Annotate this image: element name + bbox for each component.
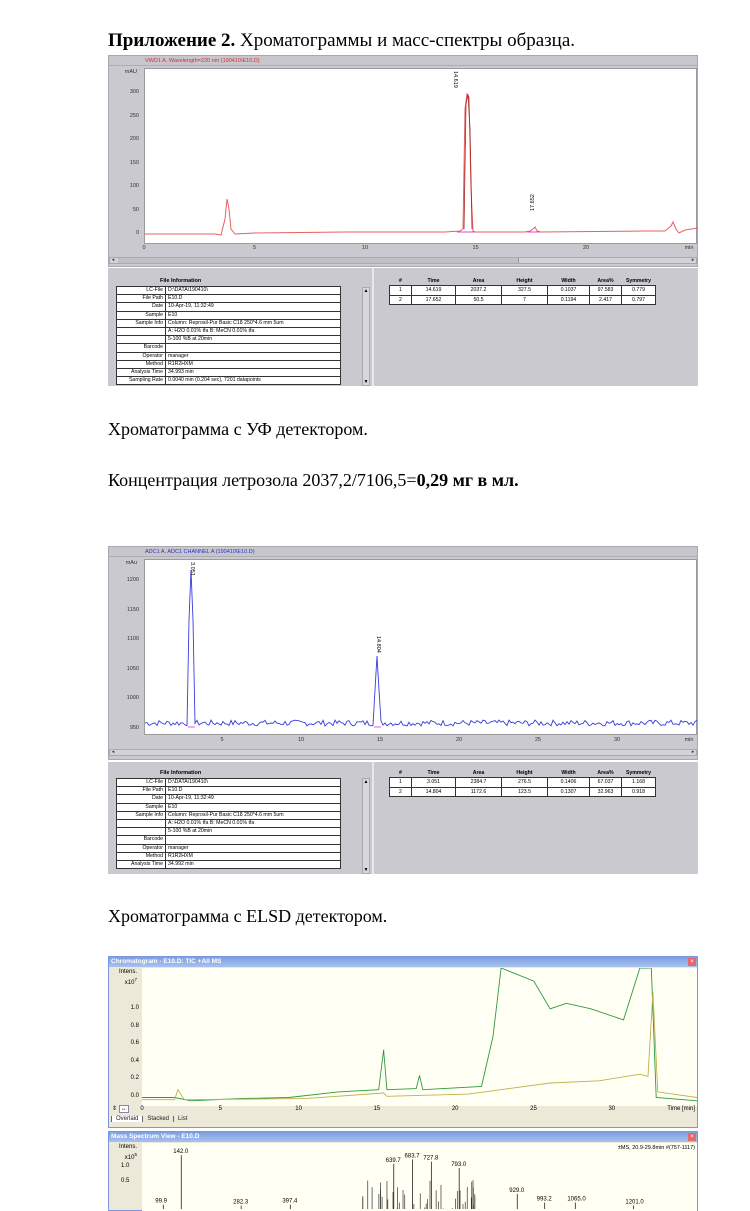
- file-info-value: E10: [166, 803, 341, 811]
- file-info-value: 0.0040 min (0.204 sec), 7201 datapoints: [166, 377, 341, 385]
- file-info-key: Sampling Rate: [117, 377, 166, 385]
- file-info-row: [117, 295, 341, 303]
- ms-peak-label: 683.7: [404, 1153, 420, 1160]
- file-info-value: manager: [166, 844, 341, 852]
- file-info-key: Date: [117, 795, 166, 803]
- file-info-key: [117, 336, 166, 344]
- table-row: [390, 778, 656, 788]
- y-tick-label: 0.0: [130, 1092, 139, 1099]
- file-info-row: [117, 787, 341, 795]
- tic-window-title: Chromatogram - E10.D: TIC +All MS: [109, 957, 697, 967]
- ms-peak-label: 993.2: [536, 1196, 552, 1203]
- file-info-row: [117, 836, 341, 844]
- elsd-horizontal-scrollbar[interactable]: [109, 749, 697, 756]
- table-cell: 123.5: [502, 787, 548, 797]
- elsd-file-info-table: [116, 778, 341, 869]
- table-cell: 3.051: [412, 778, 456, 788]
- concentration-text: [108, 470, 519, 491]
- ms-peak-label: 397.4: [282, 1198, 298, 1205]
- ms-peak-label: 929.0: [509, 1187, 525, 1194]
- file-info-value: 5-100 %B at 20min: [166, 828, 341, 836]
- column-header: Width: [561, 770, 576, 776]
- file-info-row: [117, 852, 341, 860]
- column-header: Width: [561, 278, 576, 284]
- tic-traces: [142, 968, 697, 1106]
- table-cell: 50.5: [456, 295, 502, 305]
- scroll-left-button[interactable]: ◂: [111, 749, 115, 755]
- table-cell: 0.797: [622, 295, 656, 305]
- elsd-chromatogram-panel: [108, 546, 698, 760]
- table-cell: 32.963: [590, 787, 622, 797]
- column-header: Symmetry: [625, 278, 652, 284]
- panel-divider[interactable]: [372, 268, 374, 386]
- file-info-value: [166, 836, 341, 844]
- column-header: Area%: [597, 278, 614, 284]
- elsd-info-panel: [108, 762, 698, 874]
- table-cell: 67.037: [590, 778, 622, 788]
- panel-divider[interactable]: [372, 762, 374, 874]
- column-header: Area: [472, 770, 485, 776]
- table-cell: 0.1307: [548, 787, 590, 797]
- y-tick-label: 0.2: [130, 1075, 139, 1081]
- ms-spectrum-bars: [142, 1143, 697, 1211]
- file-info-row: [117, 287, 341, 295]
- ms-peak-label: 142.0: [173, 1149, 189, 1156]
- x-tick-label: 15: [472, 245, 479, 251]
- column-header: Height: [516, 770, 533, 776]
- file-info-row: [117, 352, 341, 360]
- table-cell: 0.1406: [548, 778, 590, 788]
- file-info-value: A: H2O 0.01% tfa B: MeCN 0.01% tfa: [166, 327, 341, 335]
- file-info-key: LC-File: [117, 287, 166, 295]
- x-unit: Time [min]: [667, 1106, 695, 1112]
- file-info-row: [117, 303, 341, 311]
- table-cell: 1.168: [622, 778, 656, 788]
- file-info-value: A: H2O 0.01% tfa B: MeCN 0.01% tfa: [166, 819, 341, 827]
- scroll-down-icon[interactable]: ▼: [363, 867, 369, 873]
- uv-caption: Хроматограмма с УФ детектором.: [108, 419, 368, 439]
- column-header: Height: [516, 278, 533, 284]
- file-info-row: [117, 311, 341, 319]
- table-cell: 2: [390, 295, 412, 305]
- file-info-key: Operator: [117, 844, 166, 852]
- concentration-result: 0,29 мг в мл.: [416, 470, 519, 490]
- file-info-key: Analysis Time: [117, 368, 166, 376]
- uv-peak-table: [389, 278, 656, 305]
- file-info-key: [117, 828, 166, 836]
- uv-info-scrollbar[interactable]: [362, 287, 370, 386]
- y-tick-label: 200: [129, 136, 139, 142]
- file-info-value: 34.992 min: [166, 860, 341, 868]
- table-cell: 2384.7: [456, 778, 502, 788]
- file-info-row: [117, 368, 341, 376]
- x-tick-label: 20: [455, 737, 463, 743]
- y-tick-label: 1000: [126, 695, 139, 701]
- tic-plot-area: [142, 968, 697, 1106]
- y-tick-label: 1050: [126, 665, 139, 672]
- close-icon[interactable]: ×: [688, 958, 696, 966]
- x-tick-label: 0: [140, 1106, 144, 1112]
- uv-file-info-table: [116, 286, 341, 385]
- table-cell: 0.1037: [548, 286, 590, 296]
- file-info-key: [117, 327, 166, 335]
- ms-y-tick: 0.5: [121, 1178, 130, 1184]
- elsd-info-scrollbar[interactable]: [362, 778, 370, 874]
- table-cell: 1172.6: [456, 787, 502, 797]
- file-info-value: manager: [166, 352, 341, 360]
- ms-peak-label: 793.0: [451, 1162, 467, 1169]
- x-tick-label: 0: [142, 245, 146, 251]
- y-label: Intens. $x10^5$: [118, 1144, 137, 1161]
- y-tick-label: 1.0: [130, 1005, 139, 1011]
- column-header: Time: [427, 770, 440, 776]
- appendix-heading-text: Хроматограммы и масс-спектры образца.: [235, 30, 576, 51]
- file-info-value: R1R2HXM: [166, 360, 341, 368]
- ms-plot-area: [142, 1143, 697, 1211]
- y-tick-label: 150: [129, 159, 139, 166]
- file-info-value: E10: [166, 311, 341, 319]
- table-row: [390, 787, 656, 797]
- file-info-value: 34.993 min: [166, 368, 341, 376]
- uv-trace: [145, 69, 698, 245]
- elsd-chromatogram-title: ADC1 A, ADC1 CHANNEL A (190410\E10.D): [109, 547, 697, 557]
- uv-horizontal-scrollbar[interactable]: [109, 257, 697, 264]
- elsd-x-unit: min: [684, 737, 694, 743]
- mass-spectrum-window: [108, 1131, 698, 1211]
- elsd-caption: Хроматограмма с ELSD детектором.: [108, 906, 388, 926]
- table-cell: 14.804: [412, 787, 456, 797]
- y-tick-label: 1200: [126, 577, 139, 583]
- x-tick-label: 10: [361, 245, 369, 251]
- table-cell: 327.5: [502, 286, 548, 296]
- tic-chromatogram-window: [108, 956, 698, 1128]
- table-cell: 2037.2: [456, 286, 502, 296]
- file-info-key: Analysis Time: [117, 860, 166, 868]
- file-info-value: E10.D: [166, 295, 341, 303]
- file-info-row: [117, 779, 341, 787]
- table-cell: 17.652: [412, 295, 456, 305]
- y-tick-label: 950: [129, 724, 139, 731]
- table-cell: 2.417: [590, 295, 622, 305]
- x-tick-label: 10: [295, 1106, 302, 1112]
- column-header: Symmetry: [625, 770, 652, 776]
- table-row: [390, 286, 656, 296]
- uv-info-panel: [108, 268, 698, 386]
- file-info-value: Column: Reprosil-Pur Basic C18 250*4.6 mm 5um: [166, 811, 341, 819]
- file-info-row: [117, 377, 341, 385]
- uv-chromatogram-panel: [108, 55, 698, 267]
- file-info-row: [117, 803, 341, 811]
- uv-peak-label-2: 17.652: [530, 194, 536, 211]
- file-info-key: Barcode: [117, 344, 166, 352]
- y-tick-label: 50: [132, 206, 139, 213]
- table-cell: 0.779: [622, 286, 656, 296]
- y-tick-label: 1150: [127, 606, 139, 613]
- table-cell: 14.619: [412, 286, 456, 296]
- file-info-key: Method: [117, 852, 166, 860]
- file-info-title: File Information: [160, 278, 202, 284]
- x-tick-label: 25: [534, 737, 542, 743]
- view-tabs: [111, 1116, 191, 1122]
- file-info-value: E10.D: [166, 787, 341, 795]
- x-tick-label: 30: [608, 1106, 616, 1112]
- scroll-right-button[interactable]: ▸: [691, 749, 695, 755]
- file-info-row: [117, 344, 341, 352]
- table-cell: 0.918: [622, 787, 656, 797]
- y-tick-label: 0: [135, 230, 139, 236]
- table-cell: 7: [502, 295, 548, 305]
- peak-table-header: [390, 278, 656, 286]
- file-info-key: Sample: [117, 311, 166, 319]
- peak-table-header: [390, 770, 656, 778]
- file-info-value: D:\DATA\190410\: [166, 287, 341, 295]
- ms-y-tick: 1.0: [121, 1163, 130, 1169]
- ms-info-label: ±MS, 20.9-29.8min #(757-1117): [617, 1145, 695, 1151]
- ms-window-title: Mass Spectrum View - E10.D: [109, 1132, 697, 1142]
- table-cell: 97.583: [590, 286, 622, 296]
- elsd-peak-label-2: 14.804: [375, 636, 381, 653]
- x-tick-label: 20: [451, 1106, 459, 1112]
- file-info-value: D:\DATA\190410\: [166, 779, 341, 787]
- elsd-peak-label-1: 3.051: [189, 562, 195, 576]
- x-tick-label: 5: [218, 1106, 222, 1112]
- y-tick-label: 1100: [127, 636, 139, 642]
- ms-peak-label: 727.8: [423, 1155, 439, 1162]
- close-icon[interactable]: ×: [688, 1133, 696, 1141]
- x-tick-label: 5: [220, 737, 224, 743]
- table-cell: 2: [390, 787, 412, 797]
- column-header: Area: [472, 278, 485, 284]
- file-info-value: 10-Apr-19, 11:32:49: [166, 303, 341, 311]
- y-tick-label: 0.6: [130, 1040, 139, 1046]
- file-info-row: [117, 795, 341, 803]
- x-tick-label: 30: [613, 737, 621, 743]
- file-info-key: File Path: [117, 295, 166, 303]
- uv-chromatogram-title: VWD1 A, Wavelength=220 nm (190410\E10.D): [109, 56, 697, 66]
- table-cell: 1: [390, 286, 412, 296]
- file-info-value: [166, 344, 341, 352]
- elsd-plot-area: [144, 559, 697, 735]
- file-info-row: [117, 844, 341, 852]
- file-info-value: R1R2HXM: [166, 852, 341, 860]
- y-unit-label: mAu: [125, 560, 137, 566]
- file-info-row: [117, 860, 341, 868]
- scroll-left-button[interactable]: ◂: [111, 257, 115, 263]
- file-info-title: File Information: [160, 770, 202, 776]
- file-info-key: LC-File: [117, 779, 166, 787]
- file-info-value: Column: Reprosil-Pur Basic C18 250*4.6 mm 5um: [166, 319, 341, 327]
- x-tick-label: 25: [530, 1106, 537, 1112]
- file-info-key: Barcode: [117, 836, 166, 844]
- file-info-key: File Path: [117, 787, 166, 795]
- column-header: #: [399, 770, 402, 776]
- appendix-heading-bold: Приложение 2.: [108, 30, 236, 51]
- column-header: Time: [427, 278, 440, 284]
- file-info-row: [117, 811, 341, 819]
- y-tick-label: 250: [129, 112, 139, 119]
- y-tick-label: 100: [129, 183, 139, 189]
- scroll-up-icon[interactable]: ▲: [363, 779, 369, 785]
- file-info-row: [117, 319, 341, 327]
- tab-list[interactable]: List: [173, 1116, 191, 1122]
- file-info-row: [117, 819, 341, 827]
- zoom-controls[interactable]: ⇕ ↔: [112, 1106, 127, 1112]
- tab-stacked[interactable]: Stacked: [142, 1116, 173, 1122]
- file-info-row: [117, 828, 341, 836]
- y-tick-label: 0.8: [130, 1022, 139, 1029]
- ms-peak-label: 1065.0: [567, 1196, 586, 1203]
- x-tick-label: 20: [582, 245, 590, 251]
- file-info-value: 10-Apr-19, 11:32:49: [166, 795, 341, 803]
- concentration-formula: Концентрация летрозола 2037,2/7106,5=: [108, 470, 417, 490]
- y-tick-label: 300: [129, 89, 139, 95]
- file-info-row: [117, 360, 341, 368]
- uv-x-unit: min: [684, 245, 694, 251]
- x-tick-label: 5: [252, 245, 257, 251]
- file-info-key: Operator: [117, 352, 166, 360]
- file-info-key: Method: [117, 360, 166, 368]
- column-header: Area%: [597, 770, 614, 776]
- column-header: #: [399, 278, 402, 284]
- x-tick-label: 10: [297, 737, 305, 743]
- x-tick-label: 15: [376, 737, 384, 743]
- scroll-thumb[interactable]: [118, 258, 519, 263]
- table-cell: 0.1194: [548, 295, 590, 305]
- y-tick-label: 0.4: [130, 1057, 139, 1064]
- tab-overlaid[interactable]: Overlaid: [111, 1116, 142, 1122]
- elsd-trace: [145, 560, 698, 736]
- y-unit-label: mAU: [124, 69, 137, 75]
- file-info-key: Date: [117, 303, 166, 311]
- y-label: Intens. $x10^7$: [118, 969, 137, 986]
- elsd-peak-table: [389, 770, 656, 797]
- file-info-key: [117, 819, 166, 827]
- ms-peak-label: 1201.0: [625, 1199, 644, 1206]
- ms-peak-label: 282.3: [233, 1199, 249, 1206]
- file-info-row: [117, 327, 341, 335]
- file-info-key: Sample Info: [117, 319, 166, 327]
- file-info-key: Sample: [117, 803, 166, 811]
- uv-plot-area: [144, 68, 697, 244]
- table-row: [390, 295, 656, 305]
- x-tick-label: 15: [373, 1106, 381, 1112]
- file-info-key: Sample Info: [117, 811, 166, 819]
- file-info-value: 5-100 %B at 20min: [166, 336, 341, 344]
- scroll-right-button[interactable]: ▸: [691, 257, 695, 263]
- ms-peak-label: 639.7: [385, 1157, 401, 1164]
- appendix-heading: [108, 30, 575, 52]
- table-cell: 276.5: [502, 778, 548, 788]
- table-cell: 1: [390, 778, 412, 788]
- ms-peak-label: 99.9: [155, 1198, 167, 1205]
- uv-peak-label-1: 14.619: [452, 71, 458, 88]
- scroll-up-icon[interactable]: ▲: [363, 288, 369, 294]
- scroll-down-icon[interactable]: ▼: [363, 379, 369, 385]
- file-info-row: [117, 336, 341, 344]
